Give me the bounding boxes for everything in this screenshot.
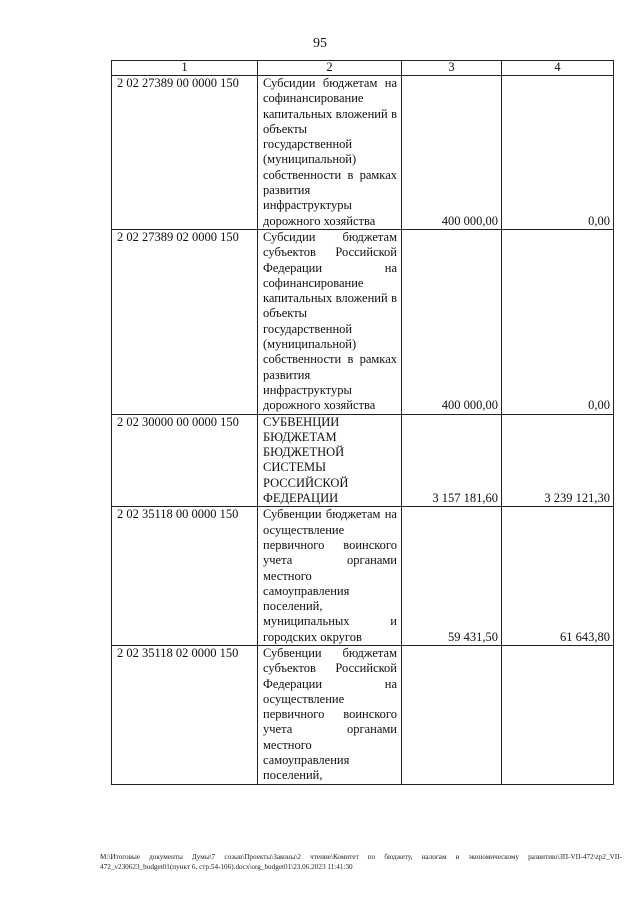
value-text: 59 431,50 xyxy=(448,629,498,644)
value-text: 3 157 181,60 xyxy=(432,491,498,506)
value-text: 3 239 121,30 xyxy=(544,491,610,506)
value-column-4 xyxy=(502,645,614,784)
value-column-3 xyxy=(402,645,502,784)
budget-item-name: Субсидии бюджетам субъектов Российской Федерации на софинансирование капитальных вложений в объекты государственной (муниципальной) собственности в рамках развития инфраструктуры дорожного хозяйства xyxy=(258,229,402,414)
column-header-1: 1 xyxy=(112,61,258,76)
budget-code: 2 02 27389 00 0000 150 xyxy=(112,76,258,230)
table-row xyxy=(112,229,614,414)
document-path-footer: M:\Итоговые документы Думы\7 созыв\Проекты\Законы\2 чтение\Комитет по бюджету, налогам и экономическому развитию\ЗП-VII-472\zp2_VII-472_v230623_budget01(пункт 6, стр.54-106).docx\org_budget01\23.06.2023 11:41:30 xyxy=(100,853,622,871)
value-column-3 xyxy=(402,507,502,646)
column-header-3: 3 xyxy=(402,61,502,76)
page-number: 95 xyxy=(313,36,327,51)
table-row xyxy=(112,414,614,507)
value-text: 0,00 xyxy=(588,213,610,228)
budget-table xyxy=(111,60,614,785)
value-column-4 xyxy=(502,229,614,414)
value-column-4 xyxy=(502,76,614,230)
value-text: 400 000,00 xyxy=(441,398,498,413)
value-text: 61 643,80 xyxy=(560,629,610,644)
table-row xyxy=(112,507,614,646)
budget-code: 2 02 35118 00 0000 150 xyxy=(112,507,258,646)
table-row xyxy=(112,76,614,230)
budget-code: 2 02 27389 02 0000 150 xyxy=(112,229,258,414)
value-column-4 xyxy=(502,507,614,646)
value-column-4 xyxy=(502,414,614,507)
budget-code: 2 02 35118 02 0000 150 xyxy=(112,645,258,784)
value-text: 0,00 xyxy=(588,398,610,413)
value-column-3 xyxy=(402,414,502,507)
budget-item-name: Субвенции бюджетам на осуществление первичного воинского учета органами местного самоуправления поселений, муниципальных и городских округов xyxy=(258,507,402,646)
column-header-4: 4 xyxy=(502,61,614,76)
value-column-3 xyxy=(402,229,502,414)
table-header-row xyxy=(112,61,614,76)
budget-code: 2 02 30000 00 0000 150 xyxy=(112,414,258,507)
budget-item-name: Субвенции бюджетам субъектов Российской Федерации на осуществление первичного воинского учета органами местного самоуправления поселений, xyxy=(258,645,402,784)
budget-item-name: СУБВЕНЦИИ БЮДЖЕТАМ БЮДЖЕТНОЙ СИСТЕМЫ РОССИЙСКОЙ ФЕДЕРАЦИИ xyxy=(258,414,402,507)
table-row xyxy=(112,645,614,784)
budget-item-name: Субсидии бюджетам на софинансирование капитальных вложений в объекты государственной (муниципальной) собственности в рамках развития инфраструктуры дорожного хозяйства xyxy=(258,76,402,230)
column-header-2: 2 xyxy=(258,61,402,76)
value-column-3 xyxy=(402,76,502,230)
value-text: 400 000,00 xyxy=(441,213,498,228)
